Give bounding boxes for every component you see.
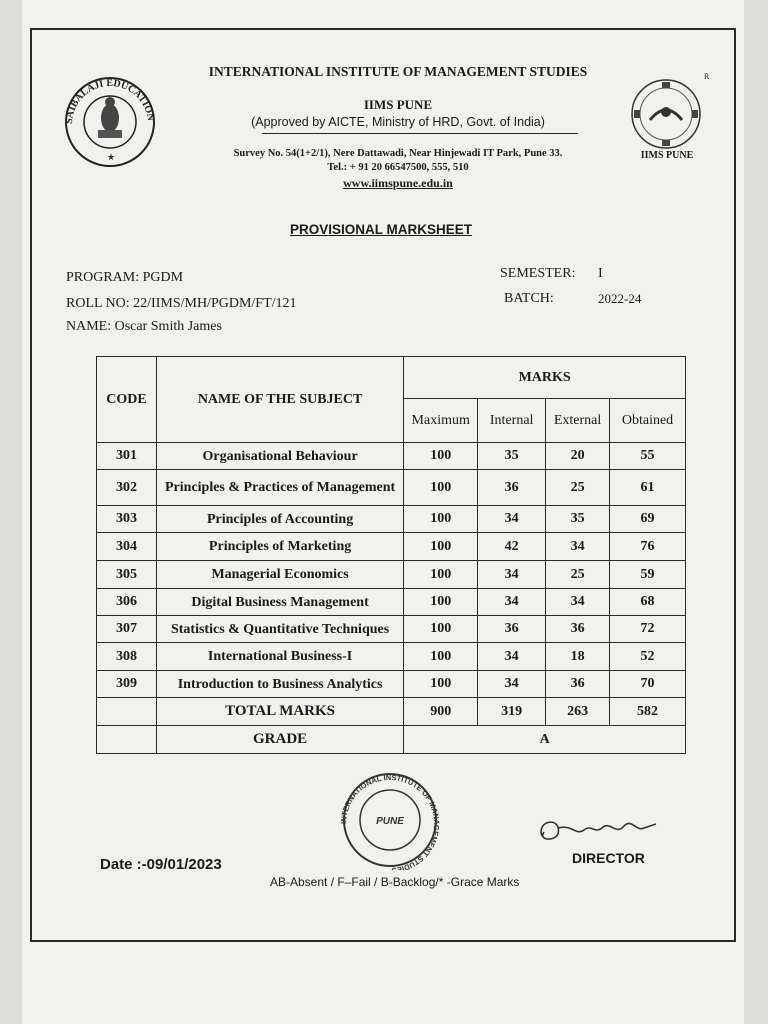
grade-label: GRADE — [156, 726, 403, 754]
row-external: 25 — [546, 470, 610, 506]
table-row — [97, 533, 686, 561]
row-internal: 34 — [478, 671, 546, 698]
table-row — [97, 643, 686, 671]
row-subject: Principles of Accounting — [156, 506, 403, 533]
roll-label: ROLL NO: — [66, 296, 130, 311]
row-obtained: 70 — [610, 671, 686, 698]
batch-label: BATCH: — [504, 291, 554, 306]
row-obtained: 52 — [610, 643, 686, 671]
row-subject: International Business-I — [156, 643, 403, 671]
document-title: PROVISIONAL MARKSHEET — [289, 222, 473, 237]
table-row — [97, 671, 686, 698]
roll-value: 22/IIMS/MH/PGDM/FT/121 — [133, 296, 297, 311]
row-internal: 36 — [478, 616, 546, 643]
table-row — [97, 561, 686, 589]
registered-mark: R — [704, 72, 710, 81]
name-label: NAME: — [66, 319, 112, 334]
semester-label: SEMESTER: — [500, 266, 576, 281]
row-maximum: 100 — [404, 470, 478, 506]
row-external: 34 — [546, 533, 610, 561]
table-row — [97, 443, 686, 470]
row-code: 305 — [97, 561, 157, 589]
header-maximum: Maximum — [404, 399, 478, 443]
approval-note: (Approved by AICTE, Ministry of HRD, Govt. of India) — [251, 115, 545, 129]
row-obtained: 72 — [610, 616, 686, 643]
institute-stamp — [334, 770, 446, 870]
row-subject: Principles of Marketing — [156, 533, 403, 561]
total-empty-cell — [97, 698, 157, 726]
signature-text: Dokesh — [532, 806, 536, 807]
header-obtained: Obtained — [610, 399, 686, 443]
header-external: External — [546, 399, 610, 443]
row-obtained: 61 — [610, 470, 686, 506]
row-external: 36 — [546, 616, 610, 643]
row-subject: Introduction to Business Analytics — [156, 671, 403, 698]
campus-name: IIMS PUNE — [363, 97, 433, 112]
row-obtained: 68 — [610, 589, 686, 616]
row-code: 306 — [97, 589, 157, 616]
program-value: PGDM — [142, 270, 184, 285]
row-internal: 34 — [478, 643, 546, 671]
total-label: TOTAL MARKS — [156, 698, 403, 726]
name-value: Oscar Smith James — [114, 319, 222, 334]
batch-value: 2022-24 — [598, 291, 642, 306]
row-code: 307 — [97, 616, 157, 643]
row-internal: 34 — [478, 561, 546, 589]
row-code: 302 — [97, 470, 157, 506]
row-code: 303 — [97, 506, 157, 533]
row-maximum: 100 — [404, 443, 478, 470]
society-seal — [58, 72, 162, 168]
row-maximum: 100 — [404, 671, 478, 698]
row-internal: 34 — [478, 506, 546, 533]
roll-line — [66, 296, 297, 312]
marks-table-body — [97, 443, 686, 754]
name-line — [66, 319, 222, 335]
phone: Tel.: + 91 20 66547500, 555, 510 — [327, 162, 469, 173]
row-subject: Statistics & Quantitative Techniques — [156, 616, 403, 643]
header-code: CODE — [97, 357, 157, 443]
row-external: 35 — [546, 506, 610, 533]
iims-logo — [622, 72, 712, 168]
grade-empty-cell — [97, 726, 157, 754]
table-row — [97, 470, 686, 506]
director-label: DIRECTOR — [572, 850, 645, 866]
row-maximum: 100 — [404, 561, 478, 589]
row-code: 308 — [97, 643, 157, 671]
row-maximum: 100 — [404, 643, 478, 671]
row-subject: Managerial Economics — [156, 561, 403, 589]
row-obtained: 69 — [610, 506, 686, 533]
society-seal-text: SAIBALAJI EDUCATION — [63, 77, 156, 125]
row-internal: 36 — [478, 470, 546, 506]
program-line — [66, 270, 183, 286]
total-internal: 319 — [478, 698, 546, 726]
total-maximum: 900 — [404, 698, 478, 726]
header-internal: Internal — [478, 399, 546, 443]
row-external: 20 — [546, 443, 610, 470]
total-external: 263 — [546, 698, 610, 726]
director-signature — [532, 806, 662, 850]
website-link[interactable]: www.iimspune.edu.in — [343, 176, 453, 190]
table-row — [97, 616, 686, 643]
program-label: PROGRAM: — [66, 270, 140, 285]
row-external: 34 — [546, 589, 610, 616]
row-maximum: 100 — [404, 533, 478, 561]
row-obtained: 55 — [610, 443, 686, 470]
row-maximum: 100 — [404, 506, 478, 533]
row-internal: 34 — [478, 589, 546, 616]
header-subject: NAME OF THE SUBJECT — [156, 357, 403, 443]
semester-value: I — [598, 266, 603, 281]
row-internal: 35 — [478, 443, 546, 470]
row-external: 25 — [546, 561, 610, 589]
row-maximum: 100 — [404, 589, 478, 616]
row-external: 18 — [546, 643, 610, 671]
row-obtained: 76 — [610, 533, 686, 561]
total-row — [97, 698, 686, 726]
marks-legend: AB-Absent / F–Fail / B-Backlog/* -Grace Marks — [270, 875, 520, 889]
header-marks: MARKS — [404, 357, 686, 399]
row-subject: Organisational Behaviour — [156, 443, 403, 470]
header-divider — [262, 133, 578, 134]
logo-caption: IIMS PUNE — [640, 150, 694, 161]
row-code: 301 — [97, 443, 157, 470]
row-subject: Principles & Practices of Management — [156, 470, 403, 506]
table-row — [97, 589, 686, 616]
row-internal: 42 — [478, 533, 546, 561]
institute-name: INTERNATIONAL INSTITUTE OF MANAGEMENT STUDIES — [208, 64, 588, 79]
row-maximum: 100 — [404, 616, 478, 643]
grade-value: A — [404, 726, 686, 754]
row-subject: Digital Business Management — [156, 589, 403, 616]
row-code: 309 — [97, 671, 157, 698]
table-row — [97, 506, 686, 533]
stamp-text: INTERNATIONAL INSTITUTE OF MANAGEMENT STUDIE — [338, 772, 442, 870]
row-obtained: 59 — [610, 561, 686, 589]
stamp-center: PUNE — [376, 816, 404, 827]
row-code: 304 — [97, 533, 157, 561]
row-external: 36 — [546, 671, 610, 698]
issue-date: Date :-09/01/2023 — [100, 856, 222, 873]
svg-text:★: ★ — [107, 152, 116, 162]
total-obtained: 582 — [610, 698, 686, 726]
address: Survey No. 54(1+2/1), Nere Dattawadi, Near Hinjewadi IT Park, Pune 33. — [233, 148, 563, 159]
marks-table — [96, 356, 686, 754]
grade-row — [97, 726, 686, 754]
